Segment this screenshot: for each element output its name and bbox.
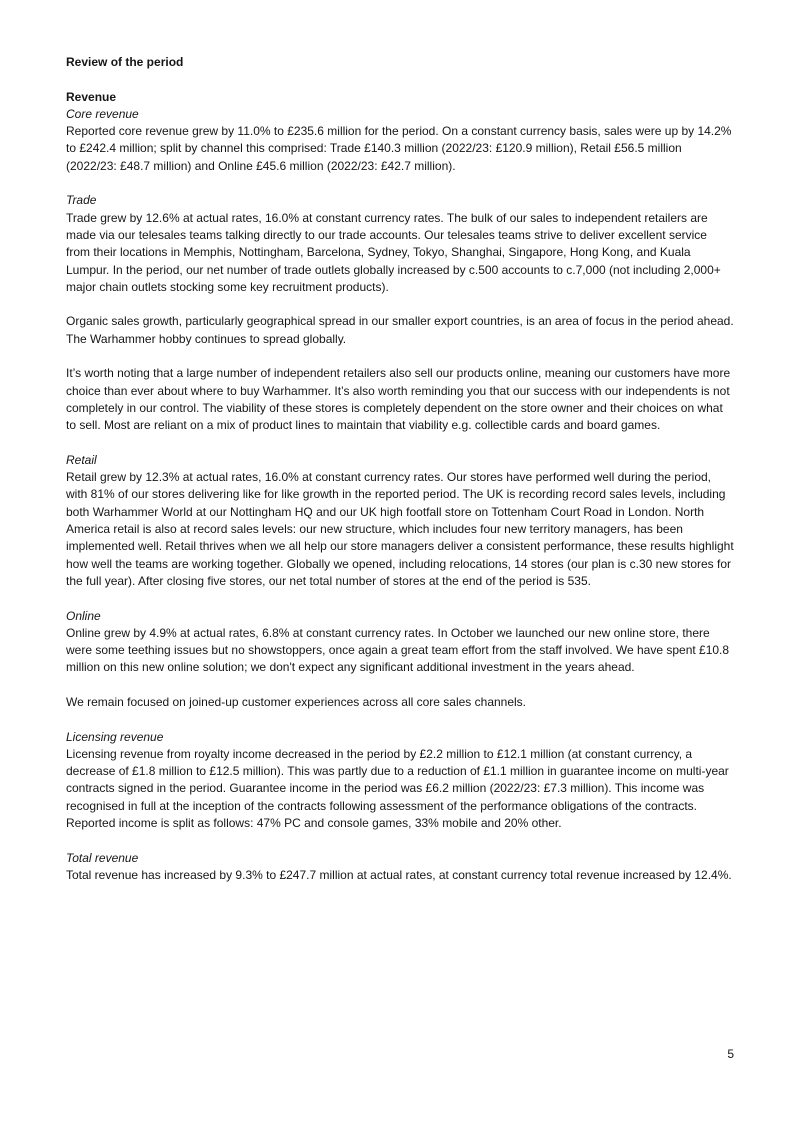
paragraph: Reported core revenue grew by 11.0% to £235.6 million for the period. On a constant currency basis, sales were up by 14.2% to £242.4 million; split by channel this comprised: Trade £140.3 million (2022/23: £120.9 million), Retail £56.5 million (2022/23: £48.7 million) and Online £45.6 million (2022/23: £42.7 million). <box>66 124 732 173</box>
page-number: 5 <box>727 1047 734 1061</box>
text-group <box>66 694 734 711</box>
paragraph: Organic sales growth, particularly geographical spread in our smaller export countries, is an area of focus in the period ahead. The Warhammer hobby continues to spread globally. <box>66 314 734 346</box>
text-group <box>66 192 734 296</box>
paragraph: Trade grew by 12.6% at actual rates, 16.0% at constant currency rates. The bulk of our sales to independent retailers are made via our telesales teams talking directly to our trade accounts. Our telesales teams strive to deliver excellent service from their locations in Memphis, Nottingham, Barcelona, Sydney, Tokyo, Shanghai, Singapore, Hong Kong, and Kuala Lumpur. In the period, our net number of trade outlets globally increased by c.500 accounts to c.7,000 (not including 2,000+ major chain outlets stocking some key recruitment products). <box>66 210 721 294</box>
section-heading: Revenue <box>66 89 117 104</box>
section-heading: Review of the period <box>66 55 184 69</box>
subsection-heading: Online <box>66 608 101 623</box>
paragraph: Licensing revenue from royalty income decreased in the period by £2.2 million to £12.1 million (at constant currency, a decrease of £1.8 million to £12.5 million). This was partly due to a reduction of £1.1 million in guarantee income on multi-year contracts signed in the period. Guarantee income in the period was £6.2 million (2022/23: £7.3 million). This income was recognised in full at the inception of the contracts following assessment of the performance obligations of the contracts. Reported income is split as follows: 47% PC and console games, 33% mobile and 20% other. <box>66 746 729 831</box>
text-group <box>66 89 734 175</box>
text-group <box>66 850 734 885</box>
subsection-heading: Retail <box>66 452 97 467</box>
text-group <box>66 54 734 71</box>
text-group <box>66 608 734 677</box>
paragraph: It’s worth noting that a large number of independent retailers also sell our products online, meaning our customers have more choice than ever about where to buy Warhammer. It’s also worth reminding you that our success with our independents is not completely in our control. The viability of these stores is completely dependent on the store owner and their choices on what to sell. Most are reliant on a mix of product lines to maintain that viability e.g. collectible cards and board games. <box>66 366 731 433</box>
paragraph: We remain focused on joined-up customer experiences across all core sales channels. <box>66 694 527 709</box>
subsection-heading: Trade <box>66 193 97 208</box>
paragraph: Online grew by 4.9% at actual rates, 6.8% at constant currency rates. In October we launched our new online store, there were some teething issues but no showstoppers, once again a great team effort from the staff involved. We have spent £10.8 million on this new online solution; we don't expect any significant additional investment in the years ahead. <box>66 625 730 675</box>
text-group <box>66 365 734 434</box>
subsection-heading: Core revenue <box>66 106 139 121</box>
subsection-heading: Total revenue <box>66 850 139 865</box>
text-group <box>66 729 734 833</box>
text-group <box>66 313 734 348</box>
paragraph: Retail grew by 12.3% at actual rates, 16.0% at constant currency rates. Our stores have performed well during the period, with 81% of our stores delivering like for like growth in the reported period. The UK is recording record sales levels, including both Warhammer World at our Nottingham HQ and our UK high footfall store on Tottenham Court Road in London. North America retail is also at record sales levels: our new structure, which includes four new territory managers, has been implemented well. Retail thrives when we all help our store managers deliver a consistent performance, these results highlight how well the teams are working together. Globally we opened, including relocations, 14 stores (our plan is c.30 new stores for the full year). After closing five stores, our net total number of stores at the end of the period is 535. <box>66 470 734 588</box>
paragraph: Total revenue has increased by 9.3% to £247.7 million at actual rates, at constant currency total revenue increased by 12.4%. <box>66 867 732 882</box>
document-body <box>66 54 734 902</box>
text-group <box>66 452 734 590</box>
subsection-heading: Licensing revenue <box>66 729 164 744</box>
